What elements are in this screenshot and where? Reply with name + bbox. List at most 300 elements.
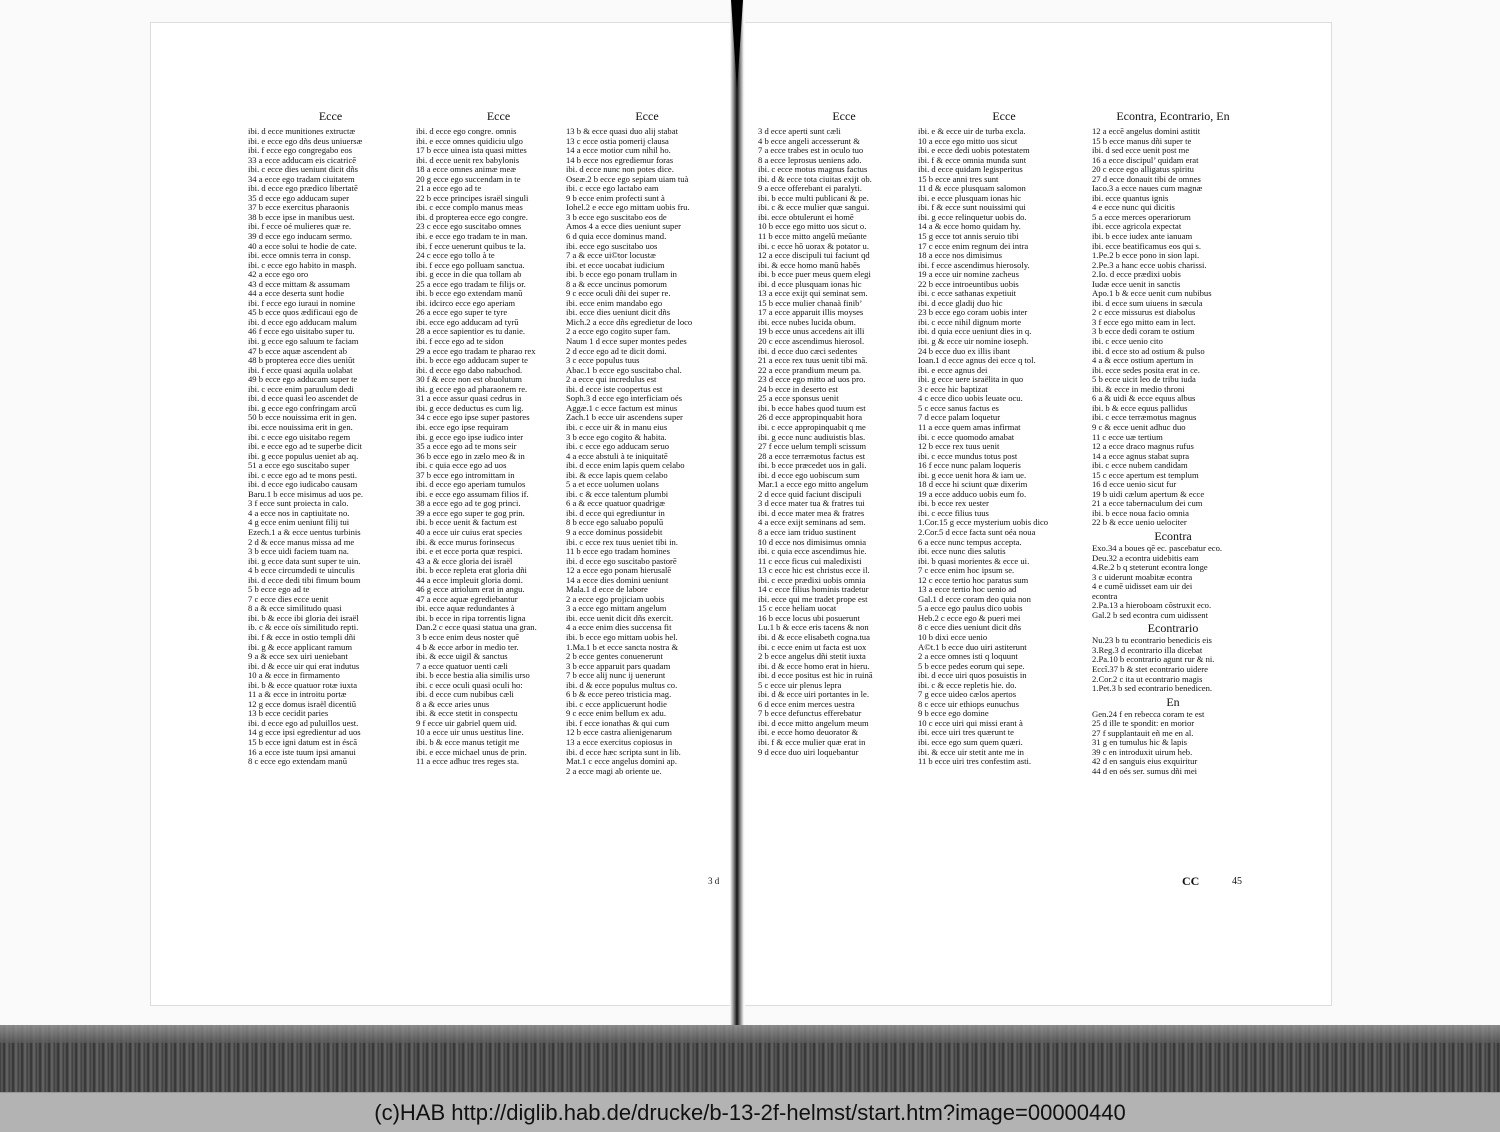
index-entry: ibi. c ecce filius tuus	[918, 507, 989, 518]
index-entry: 14 a ecce dies domini ueniunt	[566, 574, 669, 585]
index-entry: 11 a & ecce in introitu portæ	[248, 689, 347, 700]
index-entry: 51 a ecce ego suscitabo super	[248, 460, 350, 471]
index-entry: 46 g ecce atriolum erat in angu.	[416, 584, 525, 595]
index-entry: 9 a & ecce sex uiri ueniebant	[248, 651, 348, 662]
index-entry: ibi. c ecce motus magnus factus	[758, 164, 868, 175]
index-entry: ibi. d & ecce uir qui erat indutus	[248, 660, 360, 671]
index-entry: ibi. b ecce in ripa torrentis ligna	[416, 612, 526, 623]
index-entry: 3 b ecce ego cogito & habita.	[566, 431, 667, 442]
index-entry: 29 a ecce ego tradam te pharao rex	[416, 345, 536, 356]
index-entry: ibi. ecce nunc dies salutis	[918, 546, 1006, 557]
index-entry: 6 b & ecce pereo tristicia mag.	[566, 689, 672, 700]
index-entry: 6 a & uidi & ecce equus albus	[1092, 393, 1196, 404]
index-entry: 25 a ecce ego tradam te filijs or.	[416, 278, 526, 289]
index-entry: 30 f & ecce non est obuolutum	[416, 374, 522, 385]
index-entry: ibi. f ecce ascendimus hierosoly.	[918, 259, 1030, 270]
index-entry: 28 a ecce terræmotus factus est	[758, 450, 866, 461]
index-entry: 20 g ecce ego succendam in te	[416, 173, 521, 184]
index-entry: ibi. g ecce deductus es cum lig.	[416, 402, 524, 413]
index-entry: 39 c en introduxit uirum heb.	[1092, 746, 1193, 757]
index-entry: 11 d & ecce plusquam salomon	[918, 183, 1026, 194]
index-entry: ibi. g & ecce applicant ramum	[248, 641, 353, 652]
index-entry: 4 b & ecce arbor in medio ter.	[416, 641, 519, 652]
index-entry: ibi. b quasi morientes & ecce ui.	[918, 555, 1030, 566]
index-entry: 7 a ecce trabes est in oculo tuo	[758, 145, 864, 156]
index-entry: ibi. e ecce michael unus de prin.	[416, 746, 527, 757]
index-entry: 44 a ecce impleuit gloria domi.	[416, 574, 523, 585]
index-entry: ibi. ecce ego suscitabo uos	[566, 240, 658, 251]
index-entry: ibi. c ecce oculi quasi oculi ho:	[416, 679, 523, 690]
index-entry: ibi. d ecce ego uobiscum sum	[758, 469, 860, 480]
index-entry: 3 a ecce ego mittam angelum	[566, 603, 667, 614]
index-entry: ibi. f ecce ego iuraui in nomine	[248, 297, 356, 308]
index-entry: 10 d ecce nos dimisimus omnia	[758, 536, 867, 547]
index-entry: 5 a ecce merces operariorum	[1092, 211, 1191, 222]
index-entry: ibi. d ecce ego suscitabo pastorē	[566, 555, 677, 566]
index-entry: 16 f ecce nunc palam loqueris	[918, 460, 1021, 471]
section-heading: Econtra	[1154, 528, 1192, 543]
index-entry: ibi. d ecce ego ad puluillos uest.	[248, 717, 359, 728]
index-entry: 5 b ecce uicit leo de tribu iuda	[1092, 374, 1196, 385]
index-entry: 14 a ecce agnus stabat supra	[1092, 450, 1190, 461]
index-entry: ibi. c quia ecce ego ad uos	[416, 460, 507, 471]
index-entry: 26 a ecce ego super te tyre	[416, 307, 508, 318]
column-heading: Ecce	[992, 109, 1016, 123]
index-entry: 2 a ecce ego projiciam uobis	[566, 593, 665, 604]
index-entry: ibi. c ecce mundus totus post	[918, 450, 1018, 461]
index-entry: 5 b ecce ego ad te	[248, 584, 310, 595]
index-entry: ibi. c ecce ego ad te mons pesti.	[248, 469, 358, 480]
index-entry: 36 b ecce ego in zælo meo & in	[416, 450, 525, 461]
index-entry: 50 b ecce nouissima erit in gen.	[248, 412, 357, 423]
index-entry: ibi. d ecce mitto angelum meum	[758, 717, 869, 728]
index-entry: 12 a eccē angelus domini astitit	[1092, 126, 1201, 136]
index-entry: ibi. d ecce qui egrediuntur in	[566, 507, 665, 518]
index-entry: ibi. ecce nouissima erit in gen.	[248, 421, 353, 432]
index-entry: 2.Cor.5 d ecce facta sunt oéa noua	[918, 526, 1036, 537]
index-entry: 10 a ecce ego mitto uos sicut	[918, 135, 1018, 146]
index-entry: ibi. ecce ego adducam ad tyrū	[416, 316, 519, 327]
index-entry: 12 a ecce discipuli tui faciunt qd	[758, 250, 870, 261]
index-entry: 24 b ecce duo ex illis ibant	[918, 345, 1011, 356]
column-6	[1092, 108, 1254, 776]
index-entry: ibi. c ecce ego habito in masph.	[248, 259, 357, 270]
index-entry: 1.Ma.1 b et ecce sancta nostra &	[566, 641, 679, 652]
index-entry: Naum 1 d ecce super montes pedes	[566, 336, 687, 347]
index-entry: 12 b ecce castra alienigenarum	[566, 727, 672, 738]
index-entry: 21 a ecce ego ad te	[416, 183, 482, 194]
index-entry: 17 c ecce enim regnum dei intra	[918, 240, 1029, 251]
index-entry: ibi. d ecce ego congre. omnis	[416, 126, 517, 136]
index-entry: 25 a ecce sponsus uenit	[758, 393, 839, 404]
index-entry: 5 b ecce pedes eorum qui sepe.	[918, 660, 1025, 671]
index-entry: ibi. ecce uiri tres quærunt te	[918, 727, 1014, 738]
index-entry: 8 b ecce ego saluabo populū	[566, 517, 664, 528]
index-entry: 33 a ecce adducam eis cicatricē	[248, 154, 357, 165]
index-entry: ibi. d ecce dedi tibi fimum boum	[248, 574, 361, 585]
index-entry: 19 a ecce adduco uobis eum fo.	[918, 488, 1027, 499]
index-entry: ibi. c ecce sathanas expetiuit	[918, 288, 1017, 299]
index-entry: ibi. et ecce uocabat iudicium	[566, 259, 665, 270]
index-entry: ibi. d ecce cum nubibus cæli	[416, 689, 514, 700]
index-entry: 21 a ecce rex tuus uenit tibi mā.	[758, 355, 868, 366]
index-entry: ibi. e ecce ego assumam filios if.	[416, 488, 529, 499]
index-entry: ibi. & ecce uir stetit ante me in	[918, 746, 1024, 757]
index-entry: 7 d ecce palam loquetur	[918, 412, 1001, 423]
index-entry: 40 a ecce solui te hodie de cate.	[248, 240, 357, 251]
index-entry: ibi. g ecce populus ueniet ab aq.	[248, 450, 359, 461]
index-entry: 3 f ecce sunt proiecta in calo.	[248, 498, 349, 509]
index-entry: 9 c & ecce uenit adhuc duo	[1092, 421, 1186, 432]
index-entry: ibi. g & ecce uir nomine ioseph.	[918, 336, 1029, 347]
index-entry: ibi. b ecce præcedet uos in gali.	[758, 460, 867, 471]
index-entry: 12 g ecce domus israël dicentiū	[248, 698, 357, 709]
index-entry: 10 a ecce uir unus uestitus line.	[416, 727, 524, 738]
index-entry: 19 b uidi cælum apertum & ecce	[1092, 488, 1205, 499]
index-entry: 22 b & ecce uenio uelociter	[1092, 517, 1187, 528]
index-entry: 14 b ecce nos egrediemur foras	[566, 154, 674, 165]
index-entry: ibi. b ecce noua facio omnia	[1092, 507, 1189, 518]
index-entry: 20 c ecce ascendimus hierosol.	[758, 336, 865, 347]
index-entry: ibi. g ecce in die qua tollam ab	[416, 269, 522, 280]
index-entry: 10 a & ecce in firmamento	[248, 670, 340, 681]
column-heading: Ecce	[486, 109, 511, 123]
index-entry: Nu.23 b tu econtrario benedicis eis	[1092, 635, 1212, 646]
index-entry: 18 a ecce nos dimisimus	[918, 250, 1003, 261]
index-entry: 7 b ecce defunctus efferebatur	[758, 708, 862, 719]
index-entry: 3 f ecce ego mitto eam in lect.	[1092, 316, 1196, 327]
index-entry: ibi. e ecce ego ad te superbe dicit	[248, 441, 363, 452]
index-entry: 2.Io. d ecce prædixi uobis	[1092, 269, 1181, 280]
column-5	[918, 108, 1090, 767]
index-entry: econtra	[1092, 590, 1118, 601]
index-entry: ibi. ecce beatificamus eos qui s.	[1092, 240, 1202, 251]
index-entry: 42 a ecce ego oro	[248, 269, 309, 280]
index-entry: 2.Cor.2 c ita ut econtrario magis	[1092, 673, 1203, 684]
index-entry: ibi. c ecce rex tuus ueniet tibi in.	[566, 536, 678, 547]
index-entry: 8 a & ecce uncinus pomorum	[566, 278, 667, 289]
index-entry: ibi. d ecce positus est hic in ruinā	[758, 670, 873, 681]
index-entry: 9 d ecce duo uiri loquebantur	[758, 746, 859, 757]
index-entry: 13 c ecce ostia pomerij clausa	[566, 135, 669, 146]
index-entry: 49 b ecce ego adducam super te	[248, 374, 358, 385]
index-entry: ibi. c ecce ego adducam seruo	[566, 441, 670, 452]
index-entry: 4 a & ecce ostium apertum in	[1092, 355, 1194, 366]
index-entry: Heb.2 c ecce ego & pueri mei	[918, 612, 1021, 623]
index-entry: 27 f ecce uelum templi scissum	[758, 441, 867, 452]
index-entry: 1.Cor.15 g ecce mysterium uobis dico	[918, 517, 1049, 528]
index-entry: ibi. c ecce complo manus meas	[416, 202, 523, 213]
index-entry: 31 g en tumulus hic & lapis	[1092, 737, 1188, 748]
index-entry: 28 a ecce sapientior es tu danie.	[416, 326, 526, 337]
index-entry: 4.Re.2 b q steterunt econtra longe	[1092, 562, 1208, 573]
index-entry: ibi. d ecce quidam legisperitus	[918, 164, 1023, 175]
index-entry: ibi. b & ecce manus tetigit me	[416, 737, 520, 747]
index-entry: ibi. f ecce ego polluam sanctua.	[416, 259, 525, 270]
index-entry: Eccî.37 b & stet econtrario uidere	[1092, 663, 1208, 674]
index-entry: ibi. b ecce puer meus quem elegi	[758, 269, 871, 280]
index-entry: ibi. f & ecce sunt nouissimi qui	[918, 202, 1026, 213]
scanner-bed-highlight	[0, 1025, 1500, 1043]
index-entry: 22 a ecce prandium meum pa.	[758, 364, 862, 375]
index-entry: ibi. c ecce prædixi uobis omnia	[758, 574, 866, 585]
index-entry: ibi. b & ecce ibi gloria dei israël	[248, 612, 359, 623]
index-entry: ibi. c & ecce talentum plumbi	[566, 488, 669, 499]
index-entry: ibi. d quia ecce ueniunt dies in q.	[918, 326, 1032, 337]
index-entry: 4 a ecce exijt seminans ad sem.	[758, 517, 866, 528]
index-entry: 6 a ecce nunc tempus accepta.	[918, 536, 1022, 547]
index-entry: 7 a & ecce ui©tor locustæ	[566, 250, 656, 261]
index-entry: Iaco.3 a ecce naues cum magnæ	[1092, 183, 1203, 194]
column-heading: Econtra, Econtrario, En	[1116, 109, 1230, 123]
index-entry: ibi. ecce obtulerunt ei homē	[758, 211, 854, 222]
index-entry: ibi. e et ecce porta quæ respici.	[416, 546, 523, 557]
index-entry: 27 f supplantauit eñ me en al.	[1092, 727, 1194, 738]
index-entry: 10 c ecce uiri qui missi erant à	[918, 717, 1023, 728]
index-entry: Deu.32 a econtra uidebitis eam	[1092, 552, 1199, 563]
index-entry: ibi. b ecce ego ponam trullam in	[566, 269, 677, 280]
index-entry: A©t.1 b ecce duo uiri astiterunt	[918, 641, 1027, 652]
index-entry: ibi. d ecce enim lapis quem celabo	[566, 460, 685, 471]
index-entry: ibi. c ecce ego lactabo eam	[566, 183, 659, 194]
index-entry: ibi. b ecce habes quod tuum est	[758, 402, 866, 413]
index-entry: ibi. f & ecce in ostio templi dñi	[248, 631, 356, 642]
index-entry: 2 d & ecce manus missa ad me	[248, 536, 355, 547]
index-entry: ibi. c ecce terræmotus magnus	[1092, 412, 1197, 423]
index-entry: ibi. ecce enim mandabo ego	[566, 297, 663, 308]
index-entry: Amos 4 a ecce dies ueniunt super	[566, 221, 682, 232]
index-entry: ibi. g ecce uere israëlita in quo	[918, 374, 1024, 385]
index-entry: Baru.1 b ecce misimus ad uos pe.	[248, 488, 364, 499]
index-entry: 7 b ecce alij nunc ij uenerunt	[566, 670, 666, 681]
index-entry: ibi. f ecce ego ad te sidon	[416, 336, 504, 347]
index-entry: 25 d ille te spondit: en morior	[1092, 718, 1195, 729]
index-entry: 39 d ecce ego inducam sermo.	[248, 231, 353, 242]
index-entry: 8 c ecce dies ueniunt dicit dñs	[918, 622, 1022, 633]
index-entry: ibi. e ecce omnes quidiciu ulgo	[416, 135, 523, 146]
index-entry: 13 a ecce tertio hoc uenio ad	[918, 584, 1017, 595]
index-entry: 4 c ecce dico uobis leuate ocu.	[918, 393, 1023, 404]
index-entry: ibi. c ecce enim paruulum dedi	[248, 383, 354, 394]
index-entry: 9 a ecce offerebant ei paralyti.	[758, 183, 862, 194]
index-entry: 11 c ecce ficus cui maledixisti	[758, 555, 862, 566]
index-entry: 15 b ecce igni datum est in éscā	[248, 737, 358, 747]
index-entry: 15 b ecce mulier chanaà finib’	[758, 297, 863, 308]
index-entry: 24 b ecce in deserto est	[758, 383, 838, 394]
index-entry: 40 a ecce uir cuius erat species	[416, 526, 522, 537]
index-entry: 12 a ecce ego ponam hierusalē	[566, 565, 672, 576]
column-heading: Ecce	[318, 109, 343, 123]
index-entry: 24 c ecce ego tollo à te	[416, 250, 495, 261]
column-3	[566, 108, 728, 776]
index-entry: 3 d ecce aperti sunt cæli	[758, 126, 841, 136]
index-entry: ibi. g ecce ego confringam arcū	[248, 402, 357, 413]
index-entry: ibi. f ecce quasi aquila uolabat	[248, 364, 353, 375]
index-entry: 9 b ecce enim profecti sunt à	[566, 192, 665, 203]
index-entry: 6 d ecce enim merces uestra	[758, 698, 855, 709]
index-entry: ibi. idcirco ecce ego aperiam	[416, 297, 516, 308]
index-entry: 27 d ecce donauit tibi de omnes	[1092, 173, 1201, 184]
section-heading: En	[1166, 694, 1180, 709]
index-entry: Iohel.2 e ecce ego mittam uobis fru.	[566, 202, 690, 213]
index-entry: 4 a ecce abstuli à te iniquitatē	[566, 450, 668, 461]
index-entry: 7 a ecce quatuor uenti cæli	[416, 660, 508, 671]
index-entry: Gal.1 d ecce coram deo quia non	[918, 593, 1031, 604]
index-entry: 23 d ecce ego mitto ad uos pro.	[758, 374, 866, 385]
index-entry: ibi. b ecce ego mittam uobis hel.	[566, 631, 678, 642]
index-entry: 3 c ecce populus tuus	[566, 355, 640, 366]
index-entry: 15 g ecce tot annis seruio tibi	[918, 231, 1019, 242]
index-entry: 37 b ecce ego intromittam in	[416, 469, 515, 480]
index-entry: ibi. & ecce lapis quem celabo	[566, 469, 668, 480]
index-entry: 7 c ecce enim hoc ipsum se.	[918, 565, 1015, 576]
index-entry: ibi. d ecce uenit rex babylonis	[416, 154, 520, 165]
index-entry: 47 b ecce aquæ ascendent ab	[248, 345, 348, 356]
index-entry: 4 e ecce nunc qui dicitis	[1092, 202, 1175, 213]
index-entry: 22 b ecce principes israël singuli	[416, 192, 529, 203]
index-entry: ibi. b ecce ego adducam super te	[416, 355, 528, 366]
index-entry: 2 d ecce quid faciunt discipuli	[758, 488, 862, 499]
index-entry: ibi. c ecce nubem candidam	[1092, 460, 1188, 471]
index-entry: ibi. g ecce ego ipse iudico inter	[416, 431, 524, 442]
index-entry: ibi. g ecce ego ad pharaonem re.	[416, 383, 528, 394]
signature-mark: CC	[1182, 874, 1200, 888]
index-entry: ibi. & ecce homo manū habēs	[758, 259, 861, 270]
copyright-url-text: (c)HAB http://diglib.hab.de/drucke/b-13-2f-helmst/start.htm?image=00000440	[374, 1099, 1126, 1125]
index-entry: ibi. b & ecce quatuor rotæ iuxta	[248, 679, 358, 690]
index-entry: 2 a ecce ego cogito super fam.	[566, 326, 671, 337]
index-entry: 48 b propterea ecce dies ueniūt	[248, 355, 355, 366]
index-entry: 12 c ecce tertio hoc paratus sum	[918, 574, 1029, 585]
index-entry: 17 a ecce apparuit illis moyses	[758, 307, 864, 318]
index-entry: 11 a ecce quem amas infirmat	[918, 421, 1021, 432]
index-entry: ibi. e & ecce uir de turba excla.	[918, 126, 1026, 136]
index-entry: ibi. e ecce ego dñs deus uniuersæ	[248, 135, 363, 146]
index-entry: ibi. d ecce ego iudicabo causam	[248, 479, 358, 490]
index-entry: 2 b ecce angelus dñi stetit iuxta	[758, 651, 866, 662]
index-entry: ibi. d ecce duo cæci sedentes	[758, 345, 858, 356]
index-entry: Lu.1 b & ecce eris tacens & non	[758, 622, 869, 633]
index-entry: 16 a ecce iste tuum ipsi amanui	[248, 746, 356, 757]
index-entry: Mich.2 a ecce dñs egredietur de loco	[566, 316, 693, 327]
index-entry: 44 a ecce deserta sunt hodie	[248, 288, 345, 299]
index-entry: ib. c & ecce oís similitudo repti.	[248, 622, 359, 633]
index-entry: ibi. d ecce munitiones extructæ	[248, 126, 356, 136]
index-entry: ibi. d & ecce tota ciuitas exijt ob.	[758, 173, 872, 184]
index-entry: 9 a ecce dominus possidebit	[566, 526, 663, 537]
index-entry: ibi. d & ecce elisabeth cogna.tua	[758, 631, 870, 642]
index-entry: ibi. & ecce in medio throni	[1092, 383, 1185, 394]
index-entry: ibi. c ecce hõ uorax & potator u.	[758, 240, 869, 251]
index-entry: 35 a ecce ego ad te mons seir	[416, 441, 517, 452]
index-entry: 10 b dixi ecce uenio	[918, 631, 988, 642]
index-entry: ibi. g ecce nunc audiuistis blas.	[758, 431, 866, 442]
column-heading: Ecce	[832, 109, 856, 123]
index-entry: 34 c ecce ego ipse super pastores	[416, 412, 530, 423]
index-entry: ibi. d propterea ecce ego congre.	[416, 211, 528, 222]
index-entry: 3 b ecce ego suscitabo eos de	[566, 211, 667, 222]
index-entry: 12 a ecce draco magnus rufus	[1092, 441, 1194, 452]
index-entry: ibi. e ecce plusquam ionas hic	[918, 192, 1022, 203]
index-entry: 43 d ecce mittam & assumam	[248, 278, 350, 289]
index-entry: 13 b ecce cecidit paries	[248, 708, 329, 719]
index-entry: 46 f ecce ego uisitabo super tu.	[248, 326, 355, 337]
index-entry: ibi. ecce qui me tradet prope est	[758, 593, 868, 604]
index-entry: ibi. b ecce ego extendam manū	[416, 288, 523, 299]
spine-shadow	[731, 0, 743, 90]
index-entry: ibi. d ecce ego dabo nabuchod.	[416, 364, 523, 375]
index-entry: ibi. b ecce multi publicani & pe.	[758, 192, 869, 203]
index-entry: ibi. f & ecce mulier quæ erat in	[758, 737, 866, 747]
index-entry: 10 b ecce ego mitto uos sicut o.	[758, 221, 867, 232]
index-entry: ibi. d & ecce uiri portantes in le.	[758, 689, 869, 700]
index-entry: 18 d ecce hi sciunt quæ dixerim	[918, 479, 1028, 490]
index-entry: ibi. e ecce dedi uobis potestatem	[918, 145, 1030, 156]
index-entry: ibi. ecce agricola expectat	[1092, 221, 1182, 232]
index-entry: 3 d ecce mater tua & fratres tui	[758, 498, 865, 509]
index-entry: 2 c ecce missurus est diabolus	[1092, 307, 1196, 318]
folio-number: 45	[1232, 876, 1242, 887]
index-entry: ibi. ecce ego sum quem quæri.	[918, 737, 1023, 747]
index-entry: ibi. c ecce appropinquabit q me	[758, 421, 866, 432]
index-entry: 15 c ecce heliam uocat	[758, 603, 837, 614]
index-entry: Zach.1 b ecce uir ascendens super	[566, 412, 683, 423]
index-entry: 20 c ecce ego alligatus spiritu	[1092, 164, 1194, 175]
index-entry: 14 c ecce filius hominis tradetur	[758, 584, 869, 595]
index-entry: 3 b ecce dedi coram te ostium	[1092, 326, 1195, 337]
column-2	[416, 108, 581, 767]
index-entry: 11 b ecce ego tradam homines	[566, 546, 670, 557]
index-entry: 5 a et ecce uolumen uolans	[566, 479, 659, 490]
index-entry: ibi. f ecce ego congregabo eos	[248, 145, 353, 156]
index-entry: 2 a ecce qui incredulus est	[566, 374, 657, 385]
index-entry: ibi. ecce aquæ redundantes à	[416, 603, 515, 614]
index-entry: ibi. c ecce nihil dignum morte	[918, 316, 1022, 327]
index-entry: ibi. d & ecce populus multus co.	[566, 679, 678, 690]
index-entry: ibi. c ecce dies ueniunt dicit dñs	[248, 164, 359, 175]
index-entry: ibi. c ecce ego uisitabo regem	[248, 431, 351, 442]
index-entry: Oseæ.2 b ecce ego sepiam uiam tuà	[566, 173, 689, 184]
index-entry: ibi. c ecce quomodo amabat	[918, 431, 1015, 442]
index-entry: 5 a ecce ego paulus dico uobis	[918, 603, 1023, 614]
index-entry: ibi. ecce dies ueniunt dicit dñs	[566, 307, 671, 318]
index-entry: Aggæ.1 c ecce factum est minus	[566, 402, 678, 413]
index-entry: 4 g ecce enim ueniunt filij tui	[248, 517, 350, 528]
index-entry: 9 f ecce uir gabriel quem uid.	[416, 717, 517, 728]
index-entry: 13 c ecce hic est christus ecce il.	[758, 565, 870, 576]
index-entry: ibi. c ecce uir & in manu eius	[566, 421, 668, 432]
index-entry: ibi. d ecce nunc non potes dice.	[566, 164, 674, 175]
index-entry: 31 a ecce assur quasi cedrus in	[416, 393, 522, 404]
index-entry: 47 a ecce aquæ egrediebantur	[416, 593, 518, 604]
index-entry: 42 d en sanguis eius exquiritur	[1092, 756, 1198, 767]
index-entry: 21 a ecce tabernaculum dei cum	[1092, 498, 1203, 509]
index-entry: 38 b ecce ipse in manibus uest.	[248, 211, 355, 222]
index-entry: 2 a ecce magi ab oriente ue.	[566, 765, 662, 776]
index-entry: 15 b ecce manus dñi super te	[1092, 135, 1192, 146]
index-entry: ibi. d ecce ego adducam malum	[248, 316, 357, 327]
index-entry: 13 b & ecce quasi duo alij stabat	[566, 126, 678, 136]
index-entry: ibi. d ecce uiri quos posuistis in	[918, 670, 1027, 681]
index-entry: ibi. b ecce iudex ante ianuam	[1092, 231, 1193, 242]
index-entry: ibi. c ecce uenio cito	[1092, 336, 1163, 347]
index-entry: 4 b ecce angeli accesserunt &	[758, 135, 860, 146]
index-entry: 7 g ecce uideo cælos apertos	[918, 689, 1017, 700]
index-entry: 34 a ecce ego tradam ciuitatem	[248, 173, 355, 184]
index-entry: ibi. c quia ecce ascendimus hie.	[758, 546, 867, 557]
index-entry: Gal.2 b sed econtra cum uidissent	[1092, 609, 1208, 620]
index-entry: ibi. c ecce enim ut facta est uox	[758, 641, 867, 652]
